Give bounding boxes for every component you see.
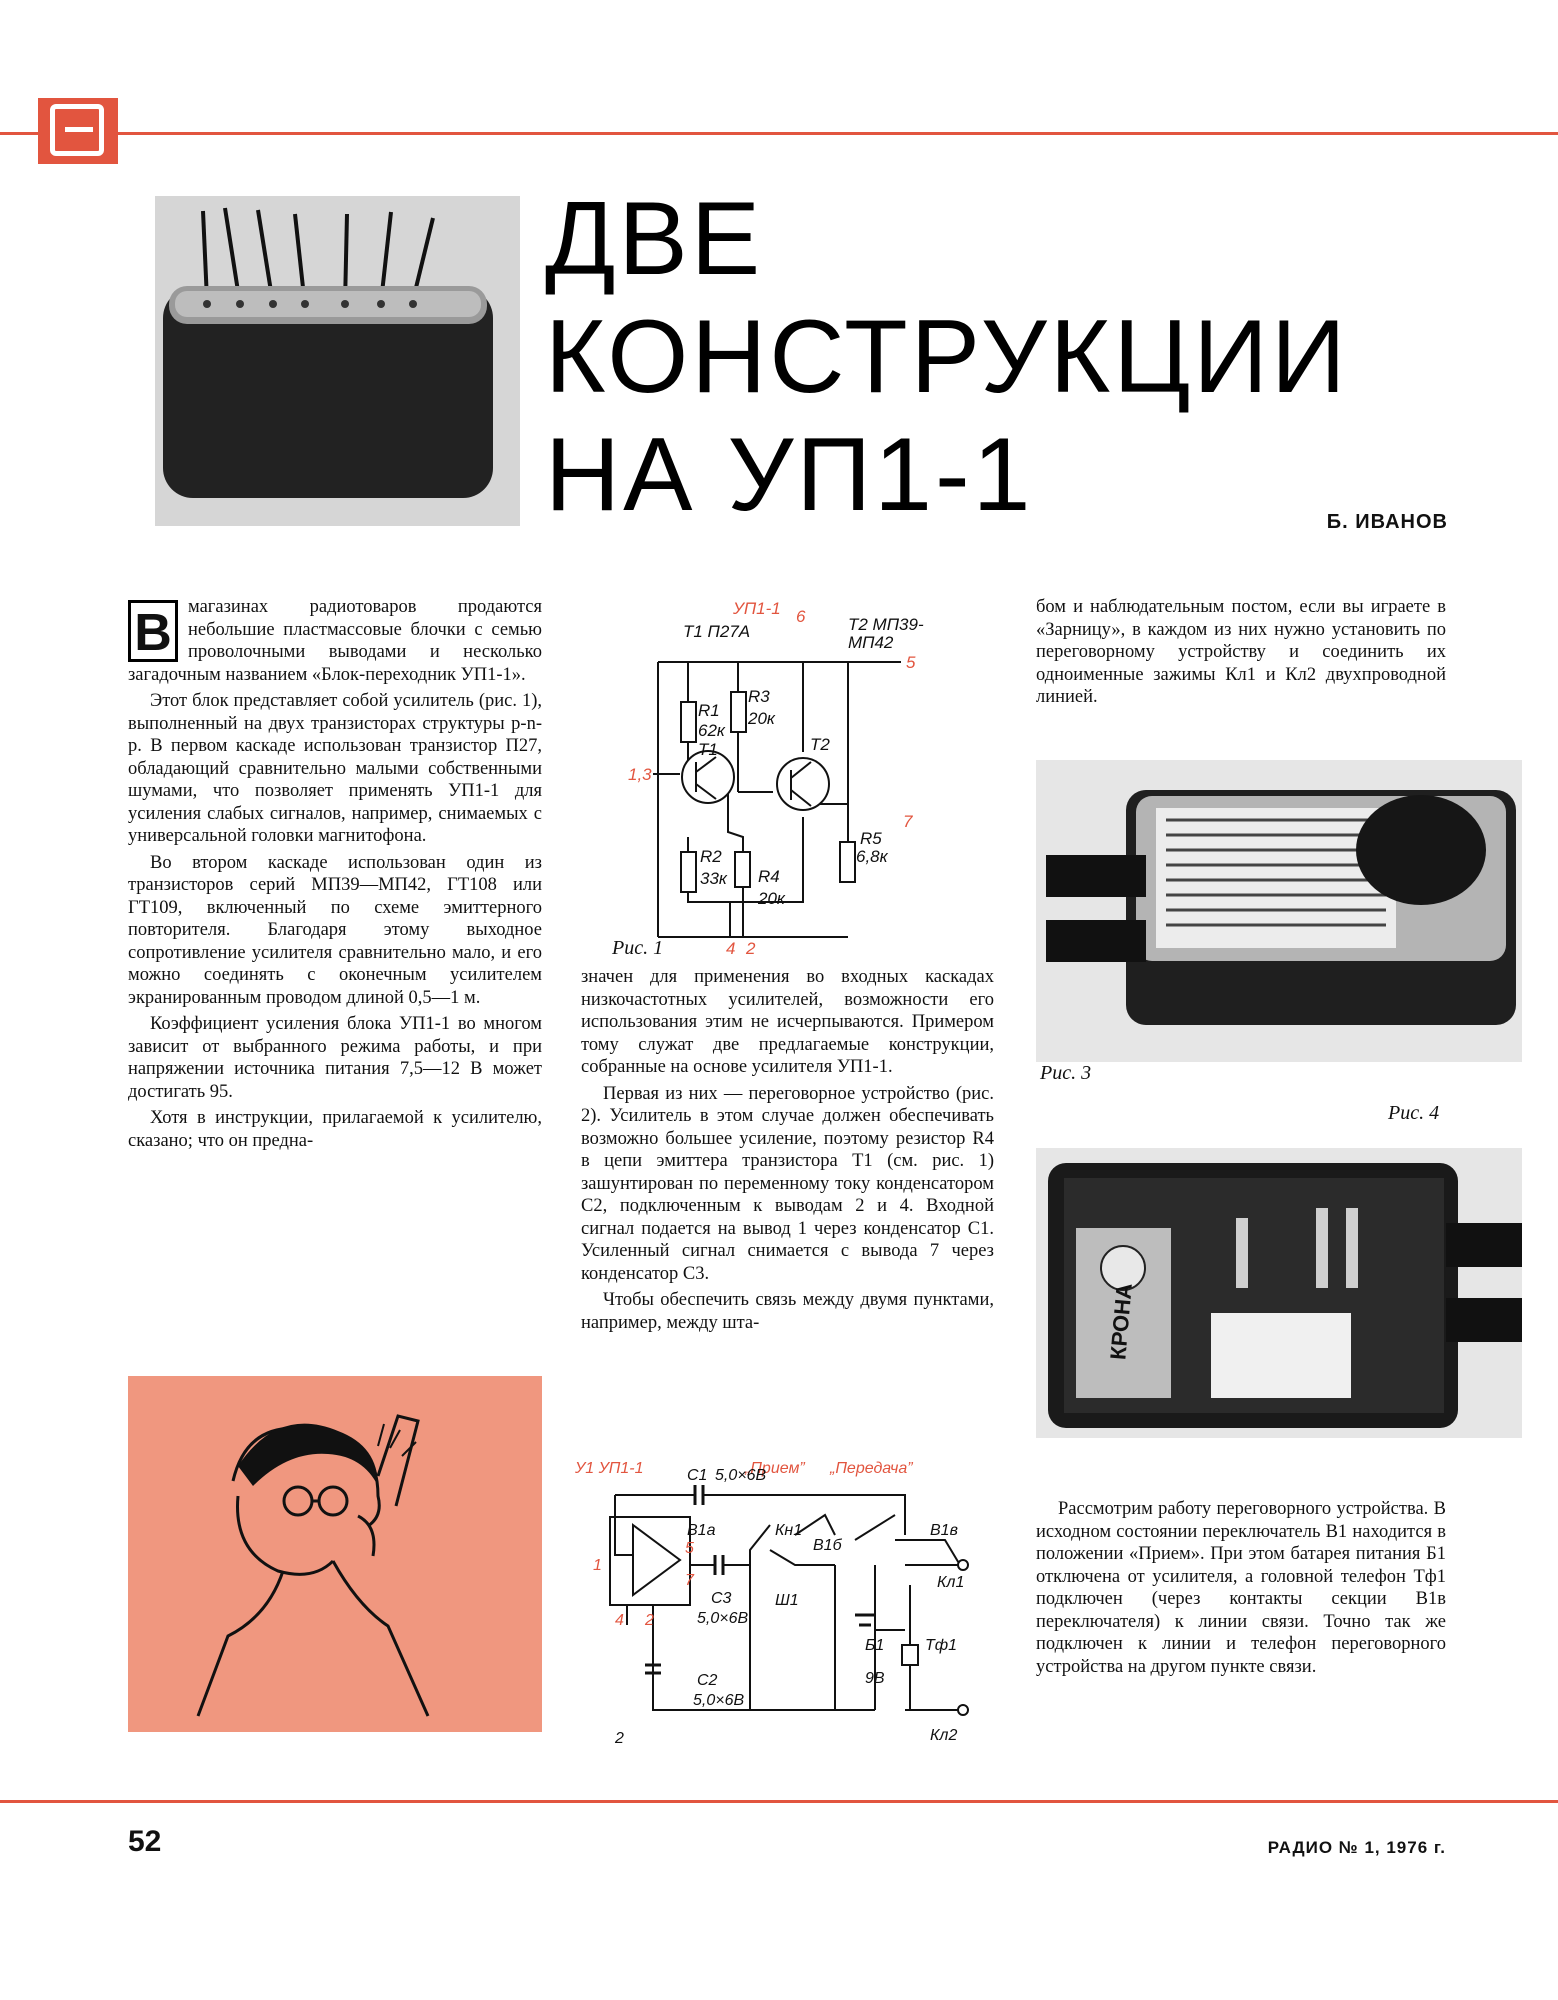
column-1 [128, 596, 542, 1156]
paragraph: магазинах радиотоваров продаются небольшие пластмассовые блочки с семью проволочными выводами и несколько загадочным названием «Блок-переходник УП1-1». [128, 597, 542, 685]
photo-fig4-intercom-inside [1036, 1148, 1522, 1438]
illustration-boy-with-device [128, 1376, 542, 1732]
column-3-top [1036, 596, 1446, 713]
fig1-pin2: 2 [746, 939, 756, 958]
fig2-pin5: 5 [685, 1540, 694, 1557]
fig2-bat: Б1 [865, 1637, 885, 1654]
fig1-r5: R5 [860, 829, 882, 848]
fig2-b1a: B1а [687, 1522, 716, 1539]
fig1-pin13: 1,3 [628, 765, 652, 784]
fig2-tf1: Тф1 [925, 1637, 958, 1654]
fig1-t1-label: T1 П27А [683, 622, 751, 641]
fig2-c2: C2 [697, 1672, 718, 1689]
fig1-pin6: 6 [796, 607, 806, 626]
column-2 [581, 966, 994, 1338]
magazine-issue: РАДИО № 1, 1976 г. [1267, 1838, 1446, 1857]
fig1-r4: R4 [758, 867, 780, 886]
fig1-r4v: 20к [758, 889, 785, 908]
article-title [545, 180, 1349, 534]
paragraph: значен для применения во входных каскадах низкочастотных усилителей, возможности его использования этим не исчерпываются. Примером тому служат две предлагаемые конструкции, собранные на основе усилителя УП1-1. [581, 967, 994, 1077]
title-line-2: КОНСТРУКЦИИ [545, 299, 1349, 415]
fig1-r2: R2 [700, 847, 722, 866]
fig2-pin1: 1 [593, 1557, 602, 1574]
title-line-3: НА УП1-1 [545, 417, 1034, 533]
fig1-r1: R1 [698, 701, 720, 720]
fig2-c3v: 5,0×6В [697, 1610, 749, 1627]
column-3-bottom [1036, 1498, 1446, 1682]
fig1-r5v: 6,8к [856, 847, 888, 866]
author: Б. ИВАНОВ [1326, 511, 1448, 533]
fig2-kl1: Кл1 [937, 1574, 965, 1591]
figure-1-schematic [548, 592, 928, 962]
paragraph: Хотя в инструкции, прилагаемой к усилителю, сказано; что он предна- [128, 1108, 542, 1151]
fig2-sh1: Ш1 [775, 1592, 799, 1609]
fig1-r3: R3 [748, 687, 770, 706]
fig2-pin7: 7 [685, 1572, 694, 1589]
fig2-b1v: B1в [930, 1522, 958, 1539]
fig2-c3: C3 [711, 1590, 732, 1607]
title-line-1: ДВЕ [545, 181, 764, 297]
fig1-t2-label-b: МП42 [848, 633, 894, 652]
battery-label: КРОНА [1105, 1282, 1137, 1361]
page-number: 52 [128, 1825, 162, 1858]
figure-2-schematic [575, 1455, 1000, 1755]
fig1-r3v: 20к [748, 709, 775, 728]
fig1-r1v: 62к [698, 721, 725, 740]
fig1-r2v: 33к [700, 869, 727, 888]
fig2-number: 2 [615, 1730, 624, 1747]
fig2-batv: 9В [865, 1670, 885, 1687]
fig1-t1-sym: T1 [698, 740, 718, 759]
fig1-t2-sym: T2 [810, 735, 830, 754]
caption-fig1: Рис. 1 [612, 937, 664, 959]
section-logo-icon [38, 98, 118, 164]
fig2-pin2: 2 [645, 1612, 654, 1629]
bottom-rule [0, 1800, 1558, 1803]
paragraph: Во втором каскаде использован один из транзисторов серий МП39—МП42, ГТ108 или ГТ109, включенный по схеме эмиттерного повторителя. Благодаря этому выходное сопротивление усилителя сравнительно мало, и его можно соединять с оконечным усилителем экранированным проводом длиной 0,5—1 м. [128, 852, 542, 1008]
caption-fig4: Рис. 4 [1388, 1102, 1440, 1124]
photo-fig3-intercom-top [1036, 760, 1522, 1062]
fig2-kl2: Кл2 [930, 1727, 958, 1744]
drop-cap: В [128, 600, 178, 662]
paragraph: бом и наблюдательным постом, если вы играете в «Зарницу», в каждом из них нужно установить по переговорному устройству и соединить их одноименные зажимы Кл1 и Кл2 двухпроводной линией. [1036, 597, 1446, 707]
top-rule [0, 132, 1558, 135]
paragraph: Этот блок представляет собой усилитель (рис. 1), выполненный на двух транзисторах структуры p-n-p. В первом каскаде использован транзистор П27, обладающий сравнительно малыми собственными шумами, что позволяет применять УП1-1 для усиления слабых сигналов, например, снимаемых с универсальной головки магнитофона. [128, 691, 542, 846]
fig1-t2-label: T2 МП39- [848, 615, 924, 634]
paragraph: Чтобы обеспечить связь между двумя пунктами, например, между шта- [581, 1290, 994, 1333]
fig2-b1b: B1б [813, 1537, 842, 1554]
photo-up1-block [155, 196, 520, 526]
fig1-pin4: 4 [726, 939, 736, 958]
fig2-pin4: 4 [615, 1612, 624, 1629]
fig2-kn1: Кн1 [775, 1522, 803, 1539]
fig2-c1: C1 [687, 1467, 708, 1484]
fig2-u1: У1 УП1-1 [575, 1460, 644, 1477]
fig2-tx: „Передача” [830, 1460, 913, 1477]
fig2-c1v: 5,0×6В [715, 1467, 767, 1484]
caption-fig3: Рис. 3 [1040, 1062, 1092, 1084]
paragraph: Первая из них — переговорное устройство (рис. 2). Усилитель в этом случае должен обеспечивать возможно большее усиление, поэтому резистор R4 в цепи эмиттера транзистора T1 (см. рис. 1) зашунтирован по переменному току конденсатором C2, подключенным к выводам 2 и 4. Входной сигнал подается на вывод 1 через конденсатор C1. Усиленный сигнал снимается с вывода 7 через конденсатор C3. [581, 1083, 994, 1284]
paragraph: Коэффициент усиления блока УП1-1 во многом зависит от выбранного режима работы, и при напряжении источника питания 7,5—12 В может достигать 95. [128, 1014, 542, 1102]
fig2-rx: „Прием” [745, 1460, 805, 1477]
fig1-pin7: 7 [903, 812, 913, 831]
fig1-title: УП1-1 [733, 599, 781, 618]
fig2-c2v: 5,0×6В [693, 1692, 745, 1709]
fig1-pin5: 5 [906, 653, 916, 672]
paragraph: Рассмотрим работу переговорного устройства. В исходном состоянии переключатель B1 находится в положении «Прием». При этом батарея питания Б1 отключена от усилителя, а головной телефон Тф1 подключен (через контакты секции B1в переключателя) к линии связи. Точно так же подключен к линии и телефон переговорного устройства на другом пункте связи. [1036, 1499, 1446, 1677]
